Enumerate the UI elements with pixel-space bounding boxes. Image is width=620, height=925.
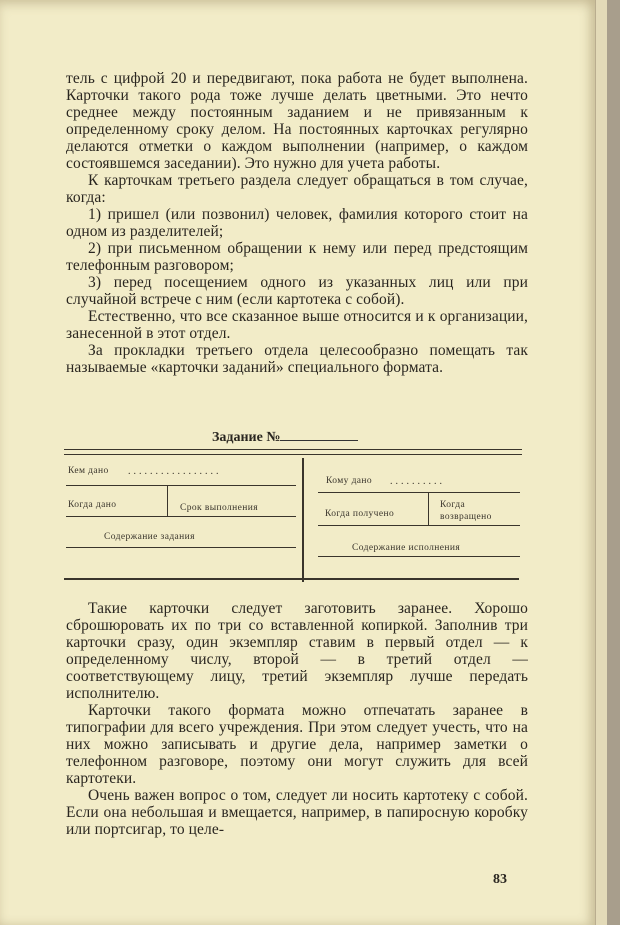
form-rule — [318, 556, 520, 557]
task-content-label: Содержание задания — [104, 532, 195, 542]
paragraph: Очень важен вопрос о том, следует ли носить картотеку с собой. Если она небольшая и вмещается, например, в папиросную коробку или портсигар, то целе- — [66, 787, 528, 838]
page-number: 83 — [493, 872, 507, 887]
when-returned-label-2: возвращено — [440, 512, 492, 522]
form-top-border-2 — [64, 454, 522, 455]
paragraph: Такие карточки следует заготовить заранее. Хорошо сброшюровать их по три со вставленной копиркой. Заполнив три карточки сразу, один экземпляр ставим в первый отдел — к определенному числу, второй — в третий отдел — соответствующему лицу, третий экземпляр лучше передать исполнителю. — [66, 600, 528, 702]
paragraph: К карточкам третьего раздела следует обращаться в том случае, когда: — [66, 172, 528, 206]
paragraph: За прокладки третьего отдела целесообразно помещать так называемые «карточки заданий» специального формата. — [66, 342, 528, 376]
when-received-label: Когда получено — [325, 509, 395, 519]
given-to-label: Кому дано — [326, 476, 373, 486]
bottom-text-block — [66, 600, 528, 838]
paragraph: тель с цифрой 20 и передвигают, пока работа не будет выполнена. Карточки такого рода тоже лучше делать цветными. Это нечто среднее между постоянным заданием и не привязанным к определенному сроку делом. На постоянных карточках регулярно делаются отметки о каждом выполнении (например, о каждом состоявшемся заседании). Это нужно для учета работы. — [66, 70, 528, 172]
form-title-label: Задание № — [212, 430, 281, 445]
dotted-fill: ................. — [128, 466, 222, 477]
form-title — [212, 428, 412, 446]
dotted-fill: .......... — [390, 476, 445, 487]
paragraph: Карточки такого формата можно отпечатать заранее в типографии для всего учреждения. При этом следует учесть, что на них можно записывать и другие дела, например заметки о телефонном разговоре, поэтому они могут служить для всей картотеки. — [66, 702, 528, 787]
execution-content-label: Содержание исполнения — [352, 543, 461, 553]
when-returned-label-1: Когда — [440, 500, 466, 510]
form-top-border — [64, 449, 522, 450]
form-cell-divider — [428, 493, 429, 525]
deadline-label: Срок выполнения — [180, 503, 258, 513]
page-edge-dark — [607, 0, 620, 925]
list-item: 2) при письменном обращении к нему или перед предстоящим телефонным разговором; — [66, 240, 528, 274]
list-item: 3) перед посещением одного из указанных лиц или при случайной встрече с ним (если картотека с собой). — [66, 274, 528, 308]
form-rule — [66, 547, 296, 548]
list-item: 1) пришел (или позвонил) человек, фамилия которого стоит на одном из разделителей; — [66, 206, 528, 240]
paragraph: Естественно, что все сказанное выше относится и к организации, занесенной в этот отдел. — [66, 308, 528, 342]
given-by-label: Кем дано — [68, 466, 109, 476]
form-number-blank — [280, 428, 358, 441]
top-text-block — [66, 70, 528, 376]
form-divider-vertical — [302, 458, 304, 582]
form-rule — [318, 525, 520, 526]
form-rule — [66, 516, 296, 517]
form-rule — [66, 485, 296, 486]
form-bottom-border — [64, 578, 519, 580]
form-rule — [318, 492, 520, 493]
form-cell-divider — [167, 486, 168, 516]
when-given-label: Когда дано — [68, 500, 117, 510]
